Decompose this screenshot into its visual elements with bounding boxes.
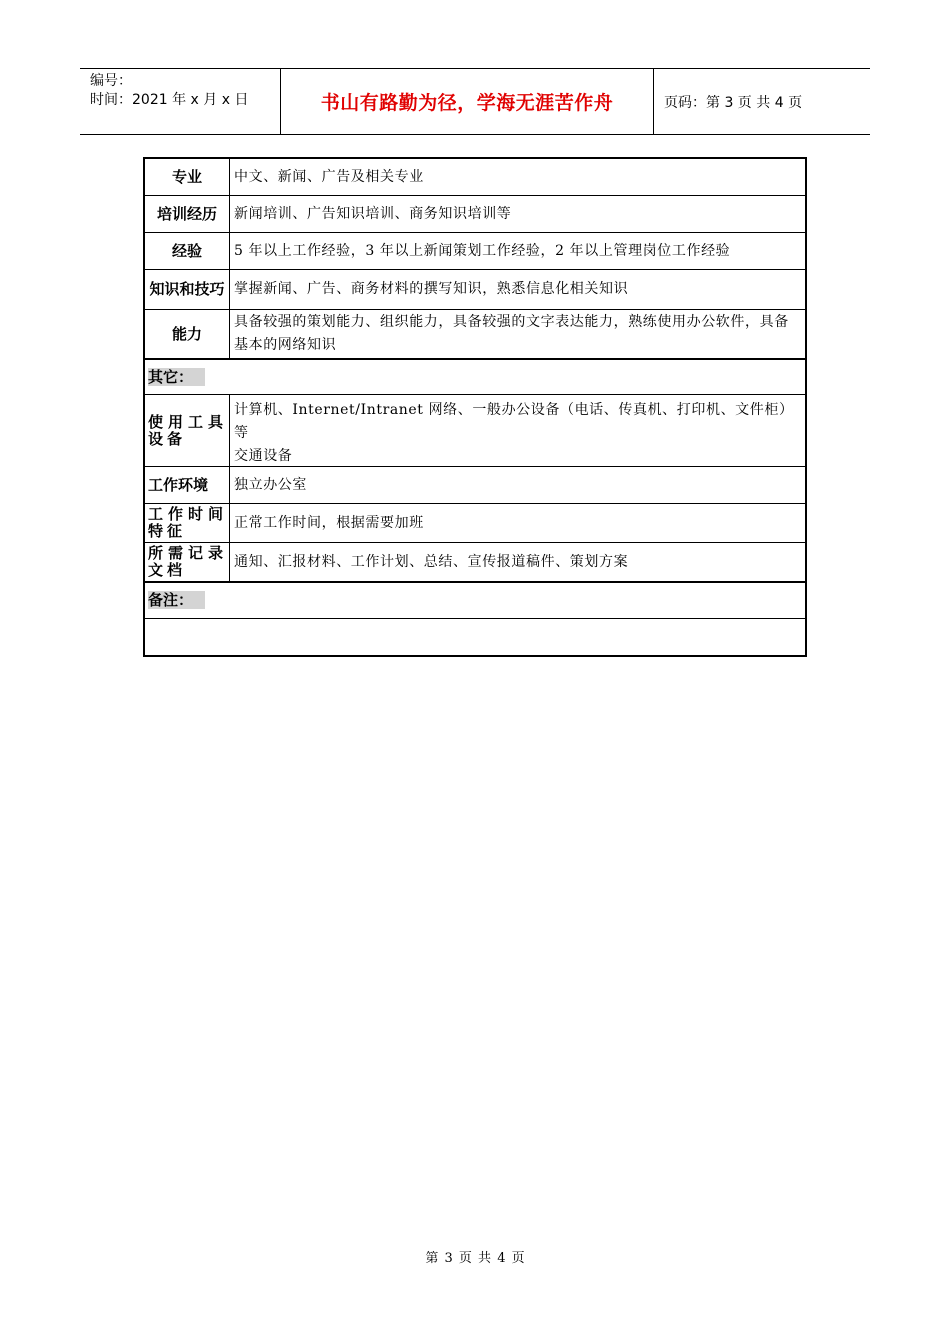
row-value-work-time: 正常工作时间，根据需要加班 (234, 514, 424, 531)
row-value-tools (230, 395, 805, 466)
table-row (145, 504, 805, 543)
row-label-work-time: 工作时间特征 (145, 504, 230, 542)
row-label-experience: 经验 (145, 233, 230, 269)
row-value-training: 新闻培训、广告知识培训、商务知识培训等 (234, 205, 512, 222)
remarks-content-row (145, 619, 805, 655)
row-label-documents: 所需记录文档 (145, 543, 230, 581)
table-row (145, 196, 805, 233)
page-footer: 第 3 页 共 4 页 (425, 1251, 525, 1266)
section-title-remarks: 备注： (145, 583, 805, 618)
row-label-major: 专业 (145, 159, 230, 195)
code-label: 编号： (90, 73, 132, 89)
job-spec-table (143, 157, 807, 657)
row-value-experience: 5 年以上工作经验，3 年以上新闻策划工作经验，2 年以上管理岗位工作经验 (234, 242, 731, 259)
page-header (80, 68, 870, 135)
row-label-ability: 能力 (145, 310, 230, 358)
header-page-info: 页码：第 3 页 共 4 页 (664, 94, 803, 111)
row-value-major: 中文、新闻、广告及相关专业 (234, 168, 424, 185)
section-row-remarks (145, 583, 805, 619)
section-title-other: 其它： (145, 360, 805, 394)
row-value-knowledge: 掌握新闻、广告、商务材料的撰写知识，熟悉信息化相关知识 (234, 281, 629, 297)
tools-line-2: 交通设备 (234, 448, 293, 464)
table-row (145, 270, 805, 310)
row-value-ability: 具备较强的策划能力、组织能力，具备较强的文字表达能力，熟练使用办公软件，具备基本的网络知识 (234, 314, 789, 353)
header-meta (80, 69, 281, 134)
row-label-tools: 使用工具设备 (145, 395, 230, 466)
tools-line-1: 计算机、Internet/Intranet 网络、一般办公设备（电话、传真机、打印机、文件柜）等 (234, 402, 794, 441)
table-row (145, 159, 805, 196)
row-label-environment: 工作环境 (145, 467, 230, 503)
table-row (145, 543, 805, 583)
table-row (145, 233, 805, 270)
row-value-environment: 独立办公室 (234, 476, 307, 493)
time-label: 时间：2021 年 x 月 x 日 (90, 92, 249, 108)
row-label-training: 培训经历 (145, 196, 230, 232)
header-motto: 书山有路勤为径，学海无涯苦作舟 (281, 69, 654, 134)
section-row-other (145, 360, 805, 395)
table-row (145, 395, 805, 467)
table-row (145, 467, 805, 504)
remarks-value (145, 619, 805, 655)
row-label-knowledge: 知识和技巧 (145, 270, 230, 309)
row-value-documents: 通知、汇报材料、工作计划、总结、宣传报道稿件、策划方案 (234, 553, 629, 570)
table-row (145, 310, 805, 360)
